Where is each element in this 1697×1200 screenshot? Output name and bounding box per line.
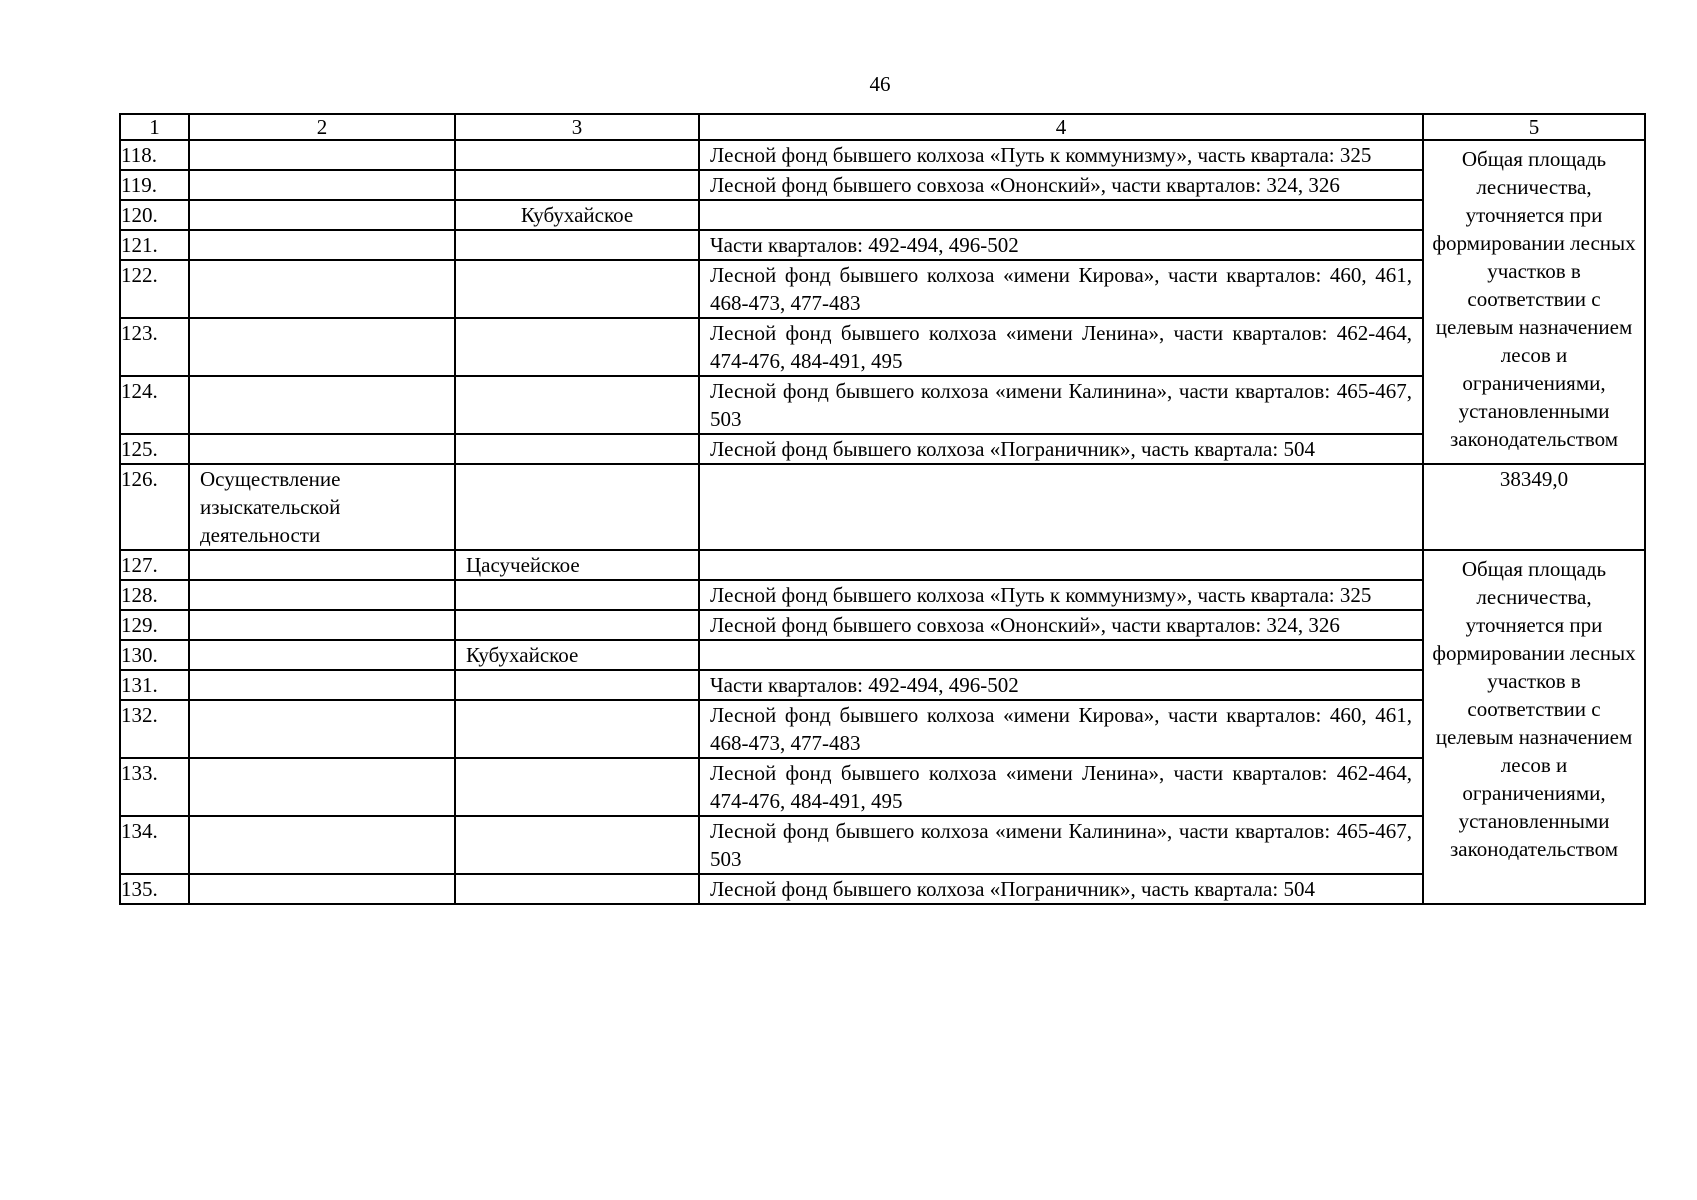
column-header-5: 5: [1423, 114, 1645, 140]
page-number: 46: [869, 72, 891, 96]
district-cell: [455, 610, 699, 640]
header-row: [120, 114, 1645, 140]
row-number: 126.: [120, 464, 189, 550]
table-row: [120, 580, 1645, 610]
quarters-cell: [699, 200, 1423, 230]
activity-cell: [189, 758, 455, 816]
row-number: 132.: [120, 700, 189, 758]
row-number: 119.: [120, 170, 189, 200]
column-header-2: 2: [189, 114, 455, 140]
forestry-table: [119, 113, 1646, 905]
quarters-cell: Части кварталов: 492-494, 496-502: [699, 670, 1423, 700]
table-row: [120, 670, 1645, 700]
district-cell: [455, 434, 699, 464]
row-number: 129.: [120, 610, 189, 640]
district-cell: [455, 758, 699, 816]
district-cell: [455, 874, 699, 904]
district-cell: [455, 816, 699, 874]
table-row: [120, 758, 1645, 816]
quarters-cell: [699, 640, 1423, 670]
district-cell: Кубухайское: [455, 640, 699, 670]
district-cell: [455, 700, 699, 758]
activity-cell: [189, 874, 455, 904]
district-cell: [455, 464, 699, 550]
table-header: [120, 114, 1645, 140]
quarters-cell: Части кварталов: 492-494, 496-502: [699, 230, 1423, 260]
row-number: 125.: [120, 434, 189, 464]
column-header-1: 1: [120, 114, 189, 140]
table-row: [120, 550, 1645, 580]
district-cell: [455, 376, 699, 434]
quarters-cell: Лесной фонд бывшего совхоза «Ононский», части кварталов: 324, 326: [699, 610, 1423, 640]
row-number: 122.: [120, 260, 189, 318]
quarters-cell: Лесной фонд бывшего колхоза «имени Кирова», части кварталов: 460, 461, 468-473, 477-483: [699, 260, 1423, 318]
row-number: 118.: [120, 140, 189, 170]
quarters-cell: Лесной фонд бывшего колхоза «имени Ленина», части кварталов: 462-464, 474-476, 484-491, 495: [699, 318, 1423, 376]
activity-cell: [189, 434, 455, 464]
row-number: 131.: [120, 670, 189, 700]
row-number: 130.: [120, 640, 189, 670]
activity-cell: [189, 376, 455, 434]
district-cell: [455, 580, 699, 610]
district-cell: [455, 260, 699, 318]
row-number: 133.: [120, 758, 189, 816]
column-header-3: 3: [455, 114, 699, 140]
area-note-cell: Общая площадь лесничества, уточняется при формировании лесных участков в соответствии с целевым назначением лесов и ограничениями, установленными законодательством: [1423, 140, 1645, 464]
table-row: [120, 170, 1645, 200]
area-note-cell: Общая площадь лесничества, уточняется при формировании лесных участков в соответствии с целевым назначением лесов и ограничениями, установленными законодательством: [1423, 550, 1645, 904]
quarters-cell: Лесной фонд бывшего совхоза «Ононский», части кварталов: 324, 326: [699, 170, 1423, 200]
table-row: [120, 640, 1645, 670]
district-cell: [455, 140, 699, 170]
activity-cell: [189, 816, 455, 874]
table-row: [120, 610, 1645, 640]
activity-cell: [189, 670, 455, 700]
row-number: 121.: [120, 230, 189, 260]
quarters-cell: Лесной фонд бывшего колхоза «Путь к коммунизму», часть квартала: 325: [699, 140, 1423, 170]
quarters-cell: Лесной фонд бывшего колхоза «имени Кирова», части кварталов: 460, 461, 468-473, 477-483: [699, 700, 1423, 758]
table-row: [120, 816, 1645, 874]
row-number: 134.: [120, 816, 189, 874]
quarters-cell: [699, 464, 1423, 550]
activity-cell: [189, 230, 455, 260]
row-number: 124.: [120, 376, 189, 434]
column-header-4: 4: [699, 114, 1423, 140]
row-number: 123.: [120, 318, 189, 376]
table-row: [120, 230, 1645, 260]
activity-cell: [189, 170, 455, 200]
district-cell: Кубухайское: [455, 200, 699, 230]
district-cell: [455, 170, 699, 200]
table-row: [120, 874, 1645, 904]
row-number: 128.: [120, 580, 189, 610]
table-body: [120, 140, 1645, 904]
table-row: [120, 318, 1645, 376]
quarters-cell: Лесной фонд бывшего колхоза «Пограничник», часть квартала: 504: [699, 874, 1423, 904]
table-row: [120, 700, 1645, 758]
quarters-cell: Лесной фонд бывшего колхоза «имени Калинина», части кварталов: 465-467, 503: [699, 376, 1423, 434]
activity-cell: [189, 610, 455, 640]
district-cell: [455, 318, 699, 376]
table-row: [120, 200, 1645, 230]
quarters-cell: Лесной фонд бывшего колхоза «имени Ленина», части кварталов: 462-464, 474-476, 484-491, 495: [699, 758, 1423, 816]
activity-cell: [189, 700, 455, 758]
quarters-cell: Лесной фонд бывшего колхоза «Пограничник», часть квартала: 504: [699, 434, 1423, 464]
activity-cell: [189, 318, 455, 376]
quarters-cell: Лесной фонд бывшего колхоза «Путь к коммунизму», часть квартала: 325: [699, 580, 1423, 610]
table-row: [120, 434, 1645, 464]
area-value-cell: 38349,0: [1423, 464, 1645, 550]
district-cell: [455, 230, 699, 260]
row-number: 120.: [120, 200, 189, 230]
activity-cell: [189, 260, 455, 318]
activity-cell: [189, 640, 455, 670]
quarters-cell: [699, 550, 1423, 580]
district-cell: Цасучейское: [455, 550, 699, 580]
activity-cell: [189, 550, 455, 580]
activity-cell: [189, 140, 455, 170]
district-cell: [455, 670, 699, 700]
row-number: 135.: [120, 874, 189, 904]
table-row: [120, 140, 1645, 170]
quarters-cell: Лесной фонд бывшего колхоза «имени Калинина», части кварталов: 465-467, 503: [699, 816, 1423, 874]
table-row: [120, 464, 1645, 550]
table-row: [120, 376, 1645, 434]
activity-cell: Осуществление изыскательской деятельности: [189, 464, 455, 550]
activity-cell: [189, 200, 455, 230]
row-number: 127.: [120, 550, 189, 580]
activity-cell: [189, 580, 455, 610]
table-row: [120, 260, 1645, 318]
